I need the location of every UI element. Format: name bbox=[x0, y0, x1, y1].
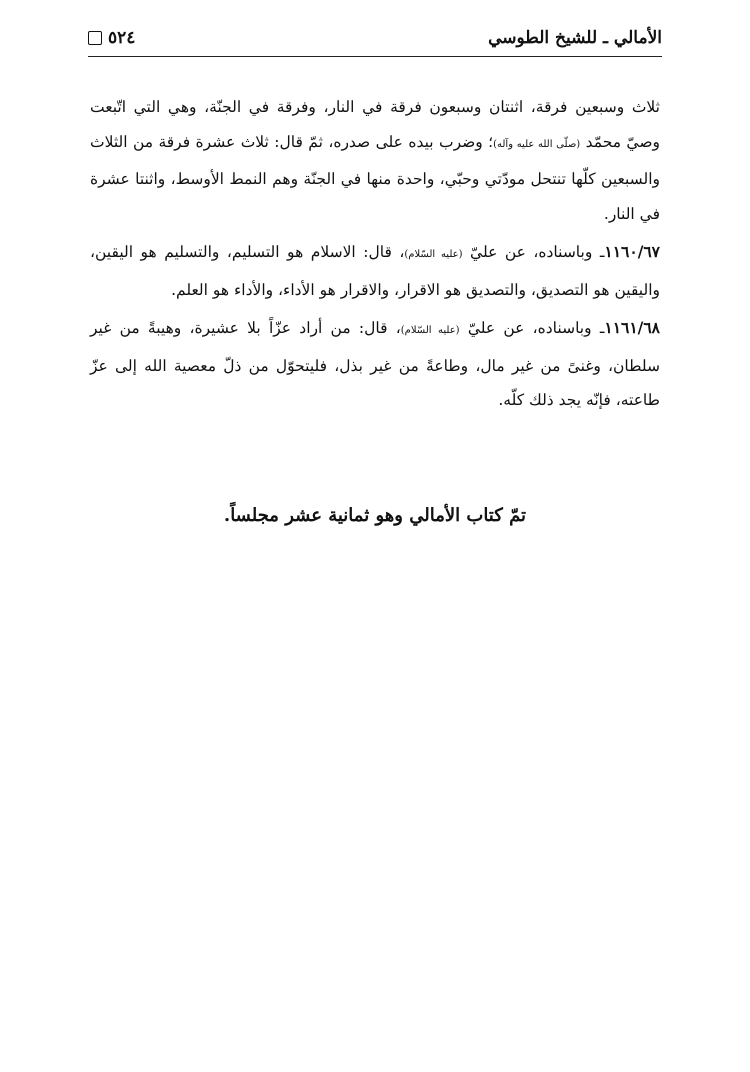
page-body bbox=[90, 90, 660, 418]
paragraph-1-text-b: ؛ وضرب بيده على صدره، ثمّ قال: ثلاث عشرة فرقة من الثلاث والسبعين كلّها تنتحل مودّتي وحبّي، واحدة منها في الجنّة وهم النمط الأوسط، واثنتا عشرة في النار. bbox=[90, 132, 660, 223]
honorific: (صلّى الله عليه وآله) bbox=[493, 138, 581, 150]
page-number: ٥٢٤ bbox=[108, 28, 136, 48]
paragraph-1-text-a: ثلاث وسبعين فرقة، اثنتان وسبعون فرقة في النار، وفرقة في الجنّة، وهي التي اتّبعت وصيّ محمّد bbox=[90, 98, 661, 151]
honorific: (عليه السّلام) bbox=[404, 249, 463, 260]
hadith-1160 bbox=[90, 235, 660, 307]
book-end-note: تمّ كتاب الأمالي وهو ثمانية عشر مجلساً. bbox=[223, 505, 527, 526]
page-box-icon bbox=[88, 31, 102, 45]
page-number-group bbox=[88, 28, 135, 48]
running-header bbox=[88, 20, 662, 50]
hadith-1160-text-a: ـ وباسناده، عن عليّ bbox=[462, 243, 605, 261]
hadith-1161 bbox=[90, 311, 660, 418]
header-rule bbox=[88, 56, 662, 57]
paragraph-1 bbox=[90, 90, 660, 231]
hadith-number: ١١٦١/٦٨ bbox=[604, 318, 660, 337]
hadith-number: ١١٦٠/٦٧ bbox=[604, 242, 661, 261]
hadith-1161-text-a: ـ وباسناده، عن عليّ bbox=[459, 319, 605, 337]
honorific: (عليه السّلام) bbox=[400, 325, 460, 336]
hadith-1160-text-b: ، قال: الاسلام هو التسليم، والتسليم هو اليقين، واليقين هو التصديق، والتصديق هو الاقرار، والاقرار هو الأداء، والأداء هو العلم. bbox=[90, 243, 660, 299]
book-title: الأمالي ـ للشيخ الطوسي bbox=[488, 28, 662, 48]
hadith-1161-text-b: ، قال: من أراد عزّاً بلا عشيرة، وهيبةً من غير سلطان، وغنىً من غير مال، وطاعةً من غير بذل، فليتحوّل من ذلّ معصية الله إلى عزّ طاعته، فإنّه يجد ذلك كلّه. bbox=[90, 319, 660, 409]
